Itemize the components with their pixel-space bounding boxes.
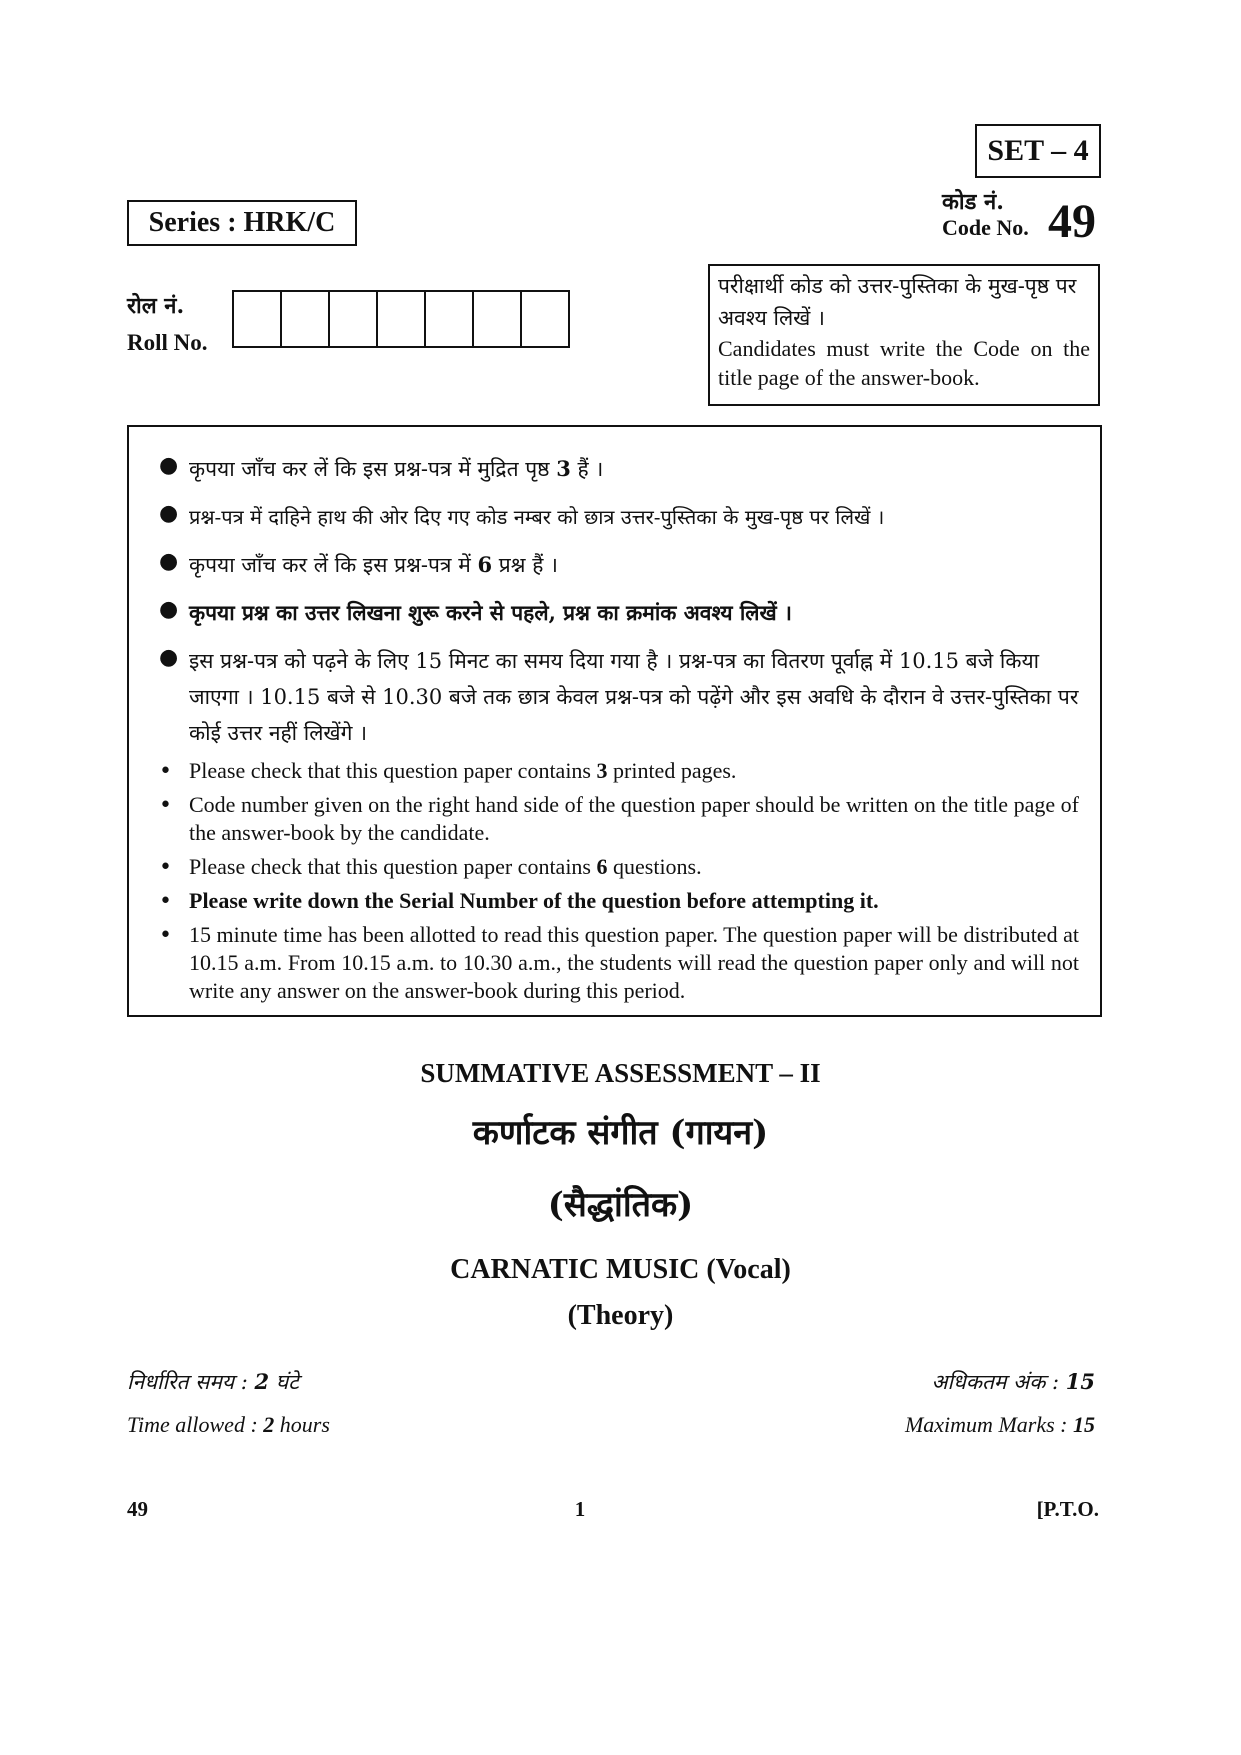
page-number: 1	[574, 1497, 586, 1521]
bullet-icon: •	[159, 889, 172, 914]
bullet-icon: ●	[159, 453, 179, 478]
roll-label-english: Roll No.	[127, 330, 208, 355]
theory-title-hindi: (सैद्धांतिक)	[547, 1185, 694, 1225]
bullet-icon: •	[159, 923, 172, 948]
roll-digit-box[interactable]	[234, 292, 282, 346]
instruction-text: कृपया प्रश्न का उत्तर लिखना शुरू करने से पहले, प्रश्न का क्रमांक अवश्य लिखें ।	[189, 600, 792, 625]
maximum-marks-hindi: अधिकतम अंक : 15	[931, 1369, 1095, 1394]
instruction-text: कृपया जाँच कर लें कि इस प्रश्न-पत्र में 6 प्रश्न हैं ।	[189, 552, 558, 577]
roll-digit-box[interactable]	[378, 292, 426, 346]
instruction-text: कृपया जाँच कर लें कि इस प्रश्न-पत्र में मुद्रित पृष्ठ 3 हैं ।	[189, 456, 604, 481]
subject-title-hindi: कर्णाटक संगीत (गायन)	[472, 1113, 769, 1153]
code-instruction-english: Candidates must write the Code on the title page of the answer-book.	[718, 336, 1090, 390]
subject-title-english: CARNATIC MUSIC (Vocal)	[450, 1254, 791, 1285]
roll-digit-box[interactable]	[282, 292, 330, 346]
instruction-text: Please check that this question paper contains 3 printed pages.	[189, 758, 737, 783]
maximum-marks-english: Maximum Marks : 15	[904, 1412, 1095, 1437]
set-label: SET – 4	[975, 124, 1101, 178]
series-label: Series : HRK/C	[127, 200, 357, 246]
bullet-icon: ●	[159, 549, 179, 574]
bullet-icon: ●	[159, 501, 179, 526]
bullet-icon: •	[159, 793, 172, 818]
roll-digit-box[interactable]	[474, 292, 522, 346]
assessment-title: SUMMATIVE ASSESSMENT – II	[420, 1058, 821, 1088]
code-label-hindi: कोड नं.	[942, 189, 1004, 215]
code-instruction-hindi: परीक्षार्थी कोड को उत्तर-पुस्तिका के मुख-पृष्ठ पर अवश्य लिखें ।	[718, 274, 1077, 330]
bullet-icon: ●	[159, 645, 179, 670]
time-allowed-hindi: निर्धारित समय : 2 घंटे	[127, 1369, 299, 1394]
footer-code: 49	[127, 1497, 148, 1521]
roll-number-grid[interactable]	[232, 290, 570, 348]
code-instruction-box	[708, 264, 1100, 406]
pto-label: [P.T.O.	[1036, 1497, 1099, 1521]
instruction-text: प्रश्न-पत्र में दाहिने हाथ की ओर दिए गए कोड नम्बर को छात्र उत्तर-पुस्तिका के मुख-पृष्ठ पर लिखें ।	[189, 505, 885, 529]
code-number: 49	[1048, 195, 1096, 248]
time-allowed-english: Time allowed : 2 hours	[127, 1412, 330, 1437]
bullet-icon: •	[159, 855, 172, 880]
instruction-text: इस प्रश्न-पत्र को पढ़ने के लिए 15 मिनट का समय दिया गया है । प्रश्न-पत्र का वितरण पूर्वाह्न में 10.15 बजे किया जाएगा । 10.15 बजे से 10.30 बजे तक छात्र केवल प्रश्न-पत्र को पढ़ेंगे और इस अवधि के दौरान वे उत्तर-पुस्तिका पर कोई उत्तर नहीं लिखेंगे ।	[189, 649, 1079, 745]
bullet-icon: ●	[159, 597, 179, 622]
roll-digit-box[interactable]	[330, 292, 378, 346]
roll-digit-box[interactable]	[522, 292, 570, 346]
instruction-text: Please check that this question paper contains 6 questions.	[189, 854, 702, 879]
roll-label-hindi: रोल नं.	[127, 293, 185, 319]
instruction-text: 15 minute time has been allotted to read this question paper. The question paper will be distributed at 10.15 a.m. From 10.15 a.m. to 10.30 a.m., the students will read the question paper only and will not write any answer on the answer-book during this period.	[189, 922, 1079, 1003]
theory-title-english: (Theory)	[567, 1300, 674, 1331]
code-label-english: Code No.	[942, 215, 1029, 240]
bullet-icon: •	[159, 759, 172, 784]
general-instructions-box	[127, 425, 1102, 1017]
roll-digit-box[interactable]	[426, 292, 474, 346]
instruction-text: Please write down the Serial Number of the question before attempting it.	[189, 888, 879, 913]
instruction-text: Code number given on the right hand side of the question paper should be written on the title page of the answer-book by the candidate.	[189, 792, 1079, 845]
